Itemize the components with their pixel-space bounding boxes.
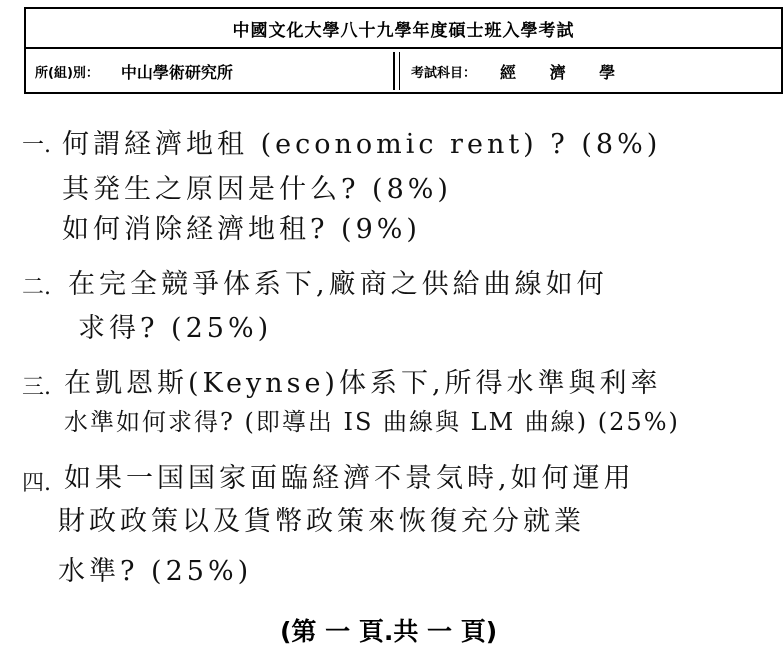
question-4-number: 四. [22, 471, 51, 496]
exam-title: 中國文化大學八十九學年度碩士班入學考試 [26, 9, 781, 49]
question-1-line-1: 何謂経濟地租 (economic rent) ? (8%) [62, 129, 662, 160]
subject-value: 經 濟 學 [500, 63, 630, 82]
subject-cell [402, 49, 781, 94]
question-1-line-2: 其発生之原因是什么? (8%) [62, 174, 452, 205]
department-cell [26, 49, 393, 94]
question-3-line-2: 水準如何求得? (即導出 IS 曲線與 LM 曲線) (25%) [64, 408, 680, 436]
subject-label: 考試科目： [411, 66, 477, 81]
page-footer [0, 612, 784, 652]
cell-divider [393, 52, 395, 90]
page-number: (第 一 頁.共 一 頁) [280, 617, 498, 646]
exam-info-row [26, 49, 781, 94]
exam-header-table [24, 7, 783, 94]
question-4-line-1: 如果一国国家面臨経濟不景気時,如何運用 [64, 463, 635, 494]
question-1-line-3: 如何消除経濟地租? (9%) [62, 214, 421, 245]
department-label: 所(組)別： [35, 66, 99, 81]
question-2-line-2: 求得? (25%) [78, 313, 273, 344]
question-2-line-1: 在完全競爭体系下,廠商之供給曲線如何 [68, 269, 608, 300]
question-3-line-1: 在凱恩斯(Keynse)体系下,所得水準與利率 [64, 368, 662, 399]
question-4-line-3: 水準? (25%) [58, 556, 253, 587]
question-1-number: 一. [22, 133, 51, 158]
cell-divider-inner [399, 52, 400, 90]
question-3-number: 三. [22, 375, 51, 400]
question-4-line-2: 財政政策以及貨幣政策來恢復充分就業 [58, 506, 585, 537]
question-2-number: 二. [22, 275, 51, 300]
department-value: 中山學術研究所 [120, 63, 233, 82]
